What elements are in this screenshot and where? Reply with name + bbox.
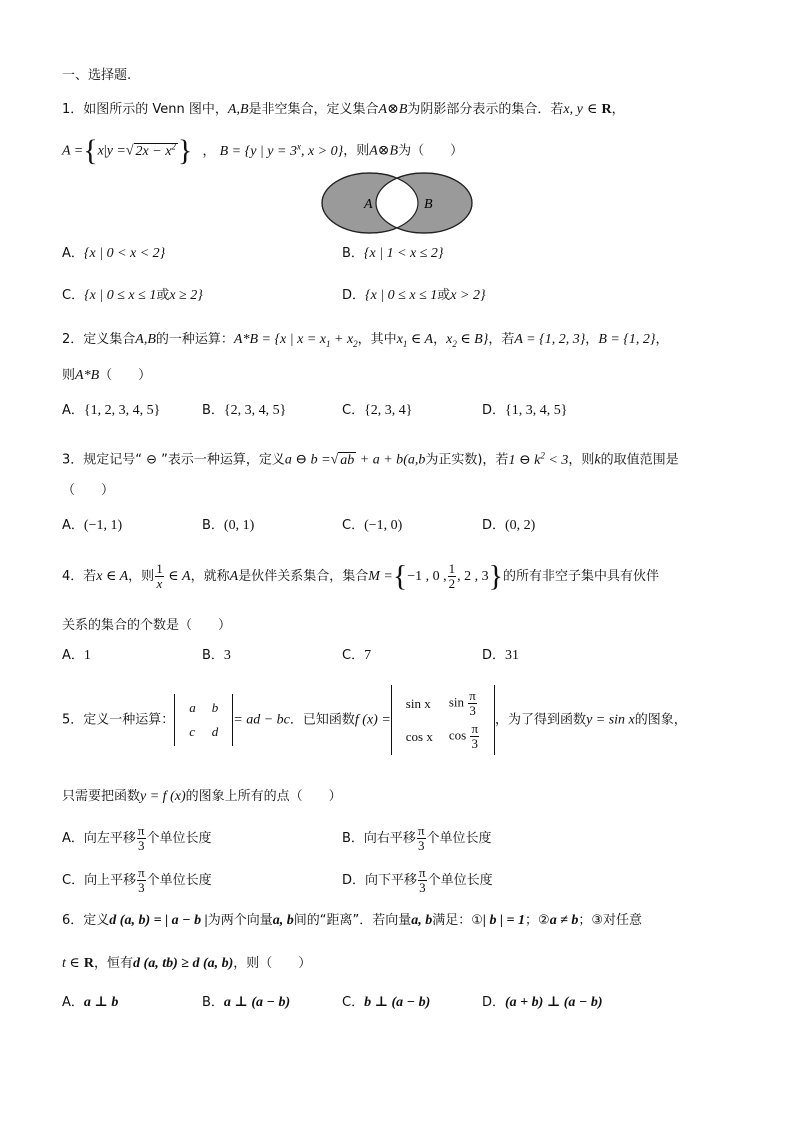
q1-setA-lbrace: { (83, 134, 98, 168)
q1-otimes: A⊗B (378, 102, 408, 117)
q5-option-c[interactable]: C．向上平移 $\frac{\pi}{3}$ 个单位长度 (62, 865, 212, 895)
q1-tail-otimes: A⊗B (369, 143, 399, 159)
q5-option-d[interactable]: D．向下平移 $\frac{\pi}{3}$ 个单位长度 (342, 865, 493, 895)
q4-option-d[interactable]: D．31 (482, 648, 520, 663)
q1-option-b[interactable]: B．{x | 1 < x ≤ 2} (342, 246, 444, 261)
q1-text-b: 是非空集合，定义集合 (248, 102, 379, 117)
q3-stem-line1: 3．规定记号“ ⊖ ”表示一种运算，定义a ⊖ b =√ ab + a + b(a,b为正实数)，若1 ⊖ $k^2 < 3$，则k的取值范围是 (62, 450, 679, 468)
q5-function-determinant: sin x sin $\frac{\pi}{3}$ cos x cos $\frac{\pi}{3}$ (391, 685, 495, 755)
q2-stem-line1: 2．定义集合A,B的一种运算：A*B = {x | $x = x_1 + x_2$，其中$x_1$ ∈ A，$x_2$ ∈ B}，若A = {1, 2, 3}，B = {1, 2}， (62, 332, 669, 349)
venn-label-b: B (424, 197, 433, 212)
q3-stem-line2: （ ） (62, 483, 115, 498)
q5-stem-line1: 5．定义一种运算： a b c d = ad − bc．已知函数f (x) = sin x sin $\frac{\pi}{3}$ cos x cos $\frac{\pi}{3}$ ，为了得到函数y = sin x的图象， (62, 685, 687, 755)
q6-stem-line2: t ∈ R，恒有d (a, tb) ≥ d (a, b)，则（ ） (62, 956, 312, 971)
q4-frac-1-over-x: $\frac{1}{x}$ (156, 561, 163, 591)
q1-option-a[interactable]: A．{x | 0 < x < 2} (62, 246, 166, 261)
q6-stem-line1: 6．定义d (a, b) = | a − b |为两个向量a, b间的“距离”．若向量a, b满足：①| b | = 1；②a ≠ b；③对任意 (62, 913, 643, 928)
q1-sets-ab: A,B (227, 102, 249, 117)
q2-option-a[interactable]: A．{1, 2, 3, 4, 5} (62, 403, 161, 418)
q6-option-d[interactable]: D．(a + b) ⊥ (a − b) (482, 995, 603, 1010)
q1-xy: x, y (563, 102, 583, 117)
q1-tail-c: 为（ ） (398, 143, 464, 159)
q2-option-b[interactable]: B．{2, 3, 4, 5} (202, 403, 287, 418)
venn-diagram (318, 171, 476, 235)
q1-text-a: 1．如图所示的 Venn 图中， (62, 102, 228, 117)
q4-option-b[interactable]: B．3 (202, 648, 231, 663)
q1-setA-radicand: $2x - x^2$ (135, 141, 176, 159)
q1-setA-bar: | (103, 143, 107, 159)
q1-R: R (601, 102, 612, 117)
q4-stem-line1: 4．若x ∈ A，则 $\frac{1}{x}$ ∈ A，就称A是伙伴关系集合，集合M ={−1 , 0 , $\frac{1}{2}$ , 2 , 3}的所有非空子集中具有伙伴 (62, 559, 660, 593)
q1-tail-a: ，则 (343, 143, 370, 159)
q3-option-d[interactable]: D．(0, 2) (482, 518, 536, 533)
q1-stem-line1 (62, 101, 625, 119)
q4-frac-half: $\frac{1}{2}$ (448, 561, 456, 591)
q6-option-a[interactable]: A．a ⊥ b (62, 995, 119, 1010)
q1-text-c: 为阴影部分表示的集合．若 (407, 102, 564, 117)
q3-option-b[interactable]: B．(0, 1) (202, 518, 255, 533)
q5-stem-line2: 只需要把函数y = f (x)的图象上所有的点（ ） (62, 789, 342, 804)
q1-option-d[interactable]: D．{x | 0 ≤ x ≤ 1或x > 2} (342, 288, 486, 303)
venn-label-a: A (364, 197, 373, 212)
q2-stem-line2: 则A*B（ ） (62, 368, 152, 383)
q1-setA-x: x (97, 143, 104, 159)
q1-setA-y: y = (106, 143, 126, 159)
q3-option-a[interactable]: A．(−1, 1) (62, 518, 123, 533)
q4-stem-line2: 关系的集合的个数是（ ） (62, 618, 232, 633)
q5-determinant-def: a b c d (174, 694, 233, 746)
q1-end: ， (611, 102, 625, 117)
q6-option-c[interactable]: C．b ⊥ (a − b) (342, 995, 431, 1010)
q1-in: ∈ (586, 102, 598, 117)
q1-setA-pre: A = (62, 143, 84, 159)
q3-option-c[interactable]: C．(−1, 0) (342, 518, 403, 533)
q2-option-c[interactable]: C．{2, 3, 4} (342, 403, 413, 418)
section-title: 一、选择题. (62, 68, 132, 83)
q1-setA-radical: √ (125, 143, 134, 159)
q4-option-c[interactable]: C．7 (342, 648, 372, 663)
q1-setB: B = {y | $y = 3^x$, x > 0} (219, 141, 344, 159)
q5-option-a[interactable]: A．向左平移 $\frac{\pi}{3}$ 个单位长度 (62, 823, 212, 853)
q1-stem-line2: A ={x|y =√ $2x - x^2$} ， B = {y | $y = 3^x$, x > 0}，则A⊗B为（ ） (62, 134, 464, 168)
q1-option-c[interactable]: C．{x | 0 ≤ x ≤ 1或x ≥ 2} (62, 288, 203, 303)
q5-option-b[interactable]: B．向右平移 $\frac{\pi}{3}$ 个单位长度 (342, 823, 492, 853)
q4-option-a[interactable]: A．1 (62, 648, 91, 663)
q6-option-b[interactable]: B．a ⊥ (a − b) (202, 995, 291, 1010)
q1-setA-rbrace: } (177, 134, 193, 168)
q2-option-d[interactable]: D．{1, 3, 4, 5} (482, 403, 568, 418)
